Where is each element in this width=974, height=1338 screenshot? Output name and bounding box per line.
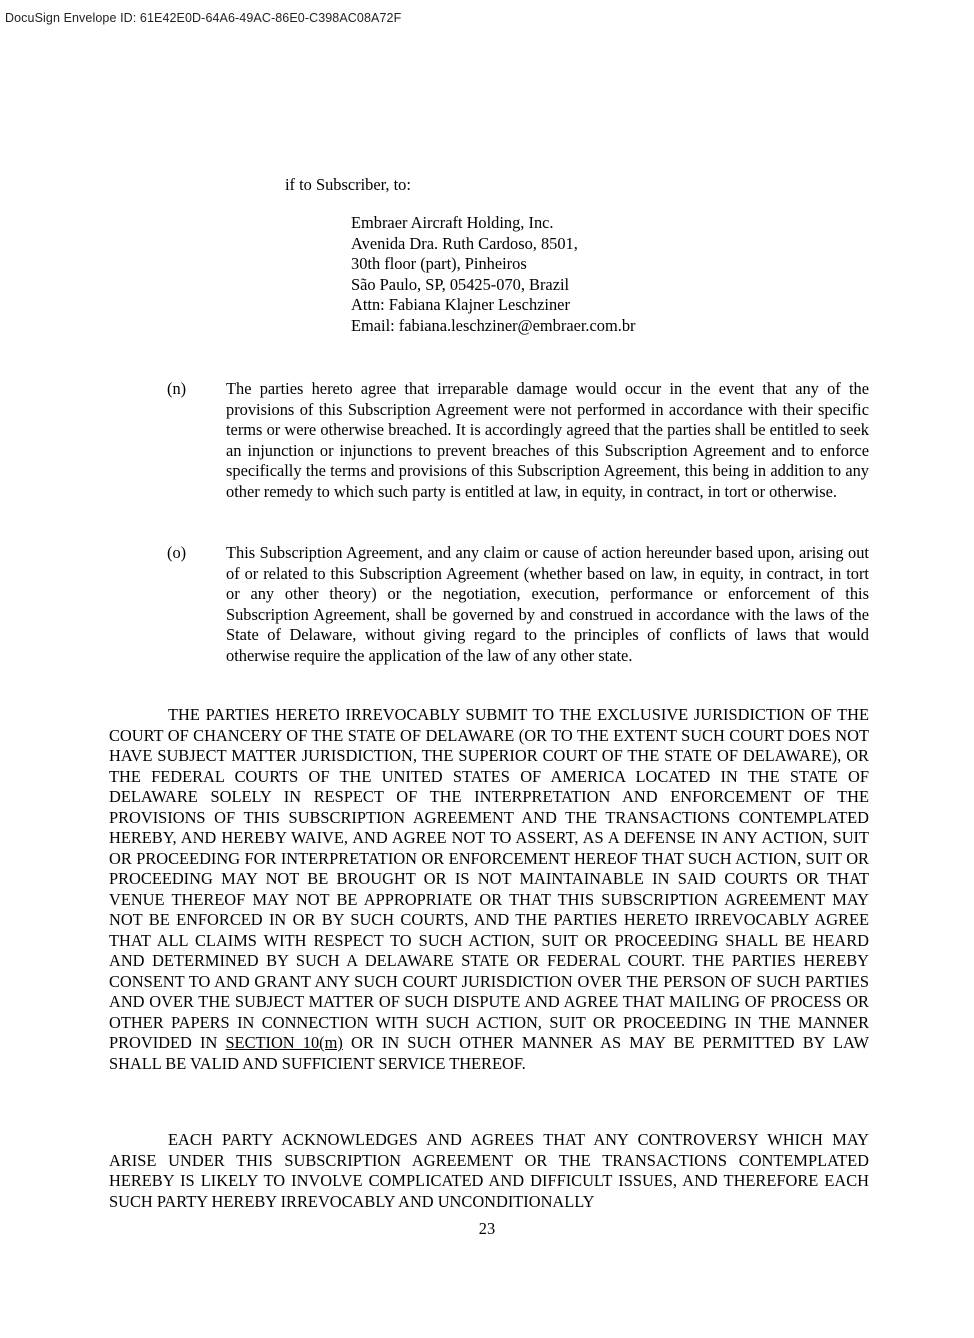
section-o-text: This Subscription Agreement, and any claim or cause of action hereunder based upon, arising out of or related to this Subscription Agreement (whether based on law, in equity, in contract, in tort or any other theory) or the negotiation, execution, performance or enforcement of this Subscription Agreement, shall be governed by and construed in accordance with the laws of the State of Delaware, without giving regard to the principles of conflicts of laws that would otherwise require the application of the law of any other state.	[226, 543, 869, 665]
section-n-text: The parties hereto agree that irreparable damage would occur in the event that any of the provisions of this Subscription Agreement were not performed in accordance with their specific terms or were otherwise breached. It is accordingly agreed that the parties shall be entitled to seek an injunction or injunctions to prevent breaches of this Subscription Agreement and to enforce specifically the terms and provisions of this Subscription Agreement, this being in addition to any other remedy to which such party is entitled at law, in equity, in contract, in tort or otherwise.	[226, 379, 869, 501]
address-line-company: Embraer Aircraft Holding, Inc.	[351, 213, 554, 232]
acknowledgment-text: EACH PARTY ACKNOWLEDGES AND AGREES THAT ANY CONTROVERSY WHICH MAY ARISE UNDER THIS SUBSCRIPTION AGREEMENT OR THE TRANSACTIONS CONTEMPLATED HEREBY IS LIKELY TO INVOLVE COMPLICATED AND DIFFICULT ISSUES, AND THEREFORE EACH SUCH PARTY HEREBY IRREVOCABLY AND UNCONDITIONALLY	[109, 1130, 869, 1211]
address-line-floor: 30th floor (part), Pinheiros	[351, 254, 527, 273]
page-number: 23	[478, 1219, 496, 1238]
section-o-label: (o)	[167, 543, 187, 562]
address-line-city: São Paulo, SP, 05425-070, Brazil	[351, 274, 570, 294]
notice-intro: if to Subscriber, to:	[285, 175, 411, 194]
section-n-label: (n)	[167, 379, 187, 398]
jurisdiction-paragraph	[109, 705, 869, 1074]
address-line-email: Email: fabiana.leschziner@embraer.com.br	[351, 315, 636, 335]
docusign-envelope-id: DocuSign Envelope ID: 61E42E0D-64A6-49AC-86E0-C398AC08A72F	[5, 11, 402, 25]
section-10m-reference-link[interactable]: SECTION 10(m)	[225, 1033, 343, 1052]
jurisdiction-text-after: OR IN SUCH OTHER MANNER AS MAY BE PERMITTED BY LAW SHALL BE VALID AND SUFFICIENT SERVICE THEREOF.	[109, 1033, 869, 1073]
acknowledgment-paragraph	[109, 1130, 869, 1212]
address-line-attention: Attn: Fabiana Klajner Leschziner	[351, 295, 570, 314]
address-line-street: Avenida Dra. Ruth Cardoso, 8501,	[351, 233, 578, 253]
subscriber-address-block	[351, 213, 636, 336]
jurisdiction-text-before: THE PARTIES HERETO IRREVOCABLY SUBMIT TO THE EXCLUSIVE JURISDICTION OF THE COURT OF CHANCERY OF THE STATE OF DELAWARE (OR TO THE EXTENT SUCH COURT DOES NOT HAVE SUBJECT MATTER JURISDICTION, THE SUPERIOR COURT OF THE STATE OF DELAWARE), OR THE FEDERAL COURTS OF THE UNITED STATES OF AMERICA LOCATED IN THE STATE OF DELAWARE SOLELY IN RESPECT OF THE INTERPRETATION AND ENFORCEMENT OF THE PROVISIONS OF THIS SUBSCRIPTION AGREEMENT AND THE TRANSACTIONS CONTEMPLATED HEREBY, AND HEREBY WAIVE, AND AGREE NOT TO ASSERT, AS A DEFENSE IN ANY ACTION, SUIT OR PROCEEDING FOR INTERPRETATION OR ENFORCEMENT HEREOF THAT SUCH ACTION, SUIT OR PROCEEDING MAY NOT BE BROUGHT OR IS NOT MAINTAINABLE IN SAID COURTS OR THAT VENUE THEREOF MAY NOT BE APPROPRIATE OR THAT THIS SUBSCRIPTION AGREEMENT MAY NOT BE ENFORCED IN OR BY SUCH COURTS, AND THE PARTIES HERETO IRREVOCABLY AGREE THAT ALL CLAIMS WITH RESPECT TO SUCH ACTION, SUIT OR PROCEEDING SHALL BE HEARD AND DETERMINED BY SUCH A DELAWARE STATE OR FEDERAL COURT. THE PARTIES HEREBY CONSENT TO AND GRANT ANY SUCH COURT JURISDICTION OVER THE PERSON OF SUCH PARTIES AND OVER THE SUBJECT MATTER OF SUCH DISPUTE AND AGREE THAT MAILING OF PROCESS OR OTHER PAPERS IN CONNECTION WITH SUCH ACTION, SUIT OR PROCEEDING IN THE MANNER PROVIDED IN	[109, 705, 869, 1052]
